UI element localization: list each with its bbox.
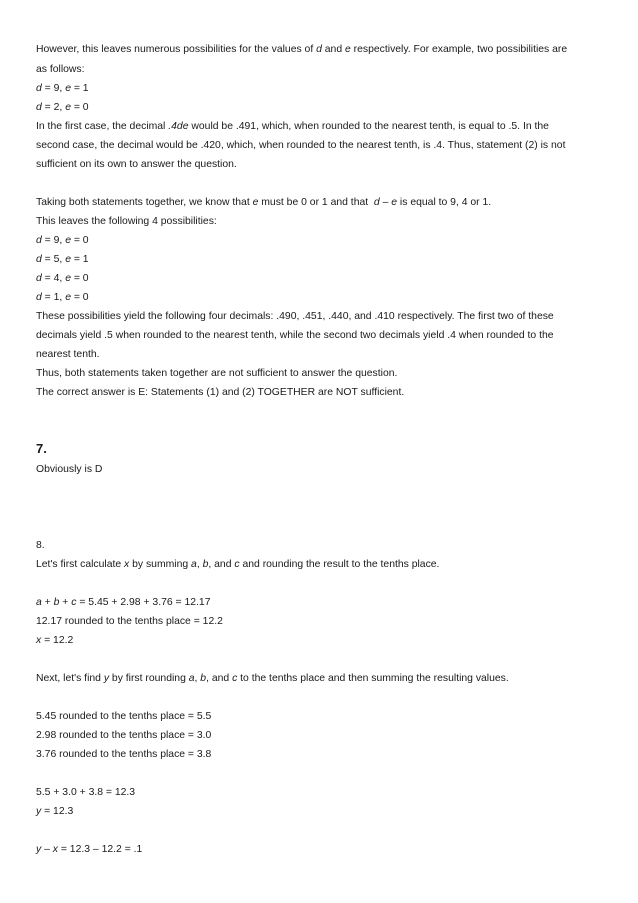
text-line: nearest tenth. [36, 349, 100, 360]
text-line: d = 4, e = 0 [36, 273, 89, 284]
text-line: d = 5, e = 1 [36, 254, 89, 265]
text-line: Next, let's find y by first rounding a, b, and c to the tenths place and then summing the resulting values. [36, 673, 509, 684]
text-line: However, this leaves numerous possibilities for the values of d and e respectively. For example, two possibilities are [36, 44, 568, 55]
text-line: y = 12.3 [36, 806, 74, 817]
text-line: In the first case, the decimal .4de would be .491, which, when rounded to the nearest tenth, is equal to .5. In the [36, 121, 549, 132]
question-heading: 7. [36, 441, 47, 456]
text-line: The correct answer is E: Statements (1) and (2) TOGETHER are NOT sufficient. [36, 387, 405, 398]
text-line: 5.45 rounded to the tenths place = 5.5 [36, 711, 212, 722]
text-line: d = 2, e = 0 [36, 102, 89, 113]
text-line: Taking both statements together, we know that e must be 0 or 1 and that d – e is equal to 9, 4 or 1. [36, 197, 492, 208]
text-line: d = 1, e = 0 [36, 292, 89, 303]
text-line: 3.76 rounded to the tenths place = 3.8 [36, 749, 212, 760]
text-line: a + b + c = 5.45 + 2.98 + 3.76 = 12.17 [36, 597, 211, 608]
text-line: This leaves the following 4 possibilities: [36, 216, 217, 227]
text-line: 8. [36, 540, 45, 551]
text-line: d = 9, e = 0 [36, 235, 89, 246]
text-line: 12.17 rounded to the tenths place = 12.2 [36, 616, 223, 627]
text-line: d = 9, e = 1 [36, 83, 89, 94]
text-line: Thus, both statements taken together are not sufficient to answer the question. [36, 368, 398, 379]
text-line: sufficient on its own to answer the question. [36, 159, 237, 170]
text-line: Obviously is D [36, 464, 103, 475]
text-line: x = 12.2 [36, 635, 74, 646]
text-line: 2.98 rounded to the tenths place = 3.0 [36, 730, 212, 741]
text-line: y – x = 12.3 – 12.2 = .1 [36, 844, 143, 855]
text-line: 5.5 + 3.0 + 3.8 = 12.3 [36, 787, 136, 798]
text-line: These possibilities yield the following four decimals: .490, .451, .440, and .410 respectively. The first two of these [36, 311, 554, 322]
text-line: as follows: [36, 64, 85, 75]
text-line: second case, the decimal would be .420, which, when rounded to the nearest tenth, is .4. Thus, statement (2) is not [36, 140, 566, 151]
text-line: Let's first calculate x by summing a, b, and c and rounding the result to the tenths place. [36, 559, 440, 570]
text-line: decimals yield .5 when rounded to the nearest tenth, while the second two decimals yield .4 when rounded to the [36, 330, 554, 341]
